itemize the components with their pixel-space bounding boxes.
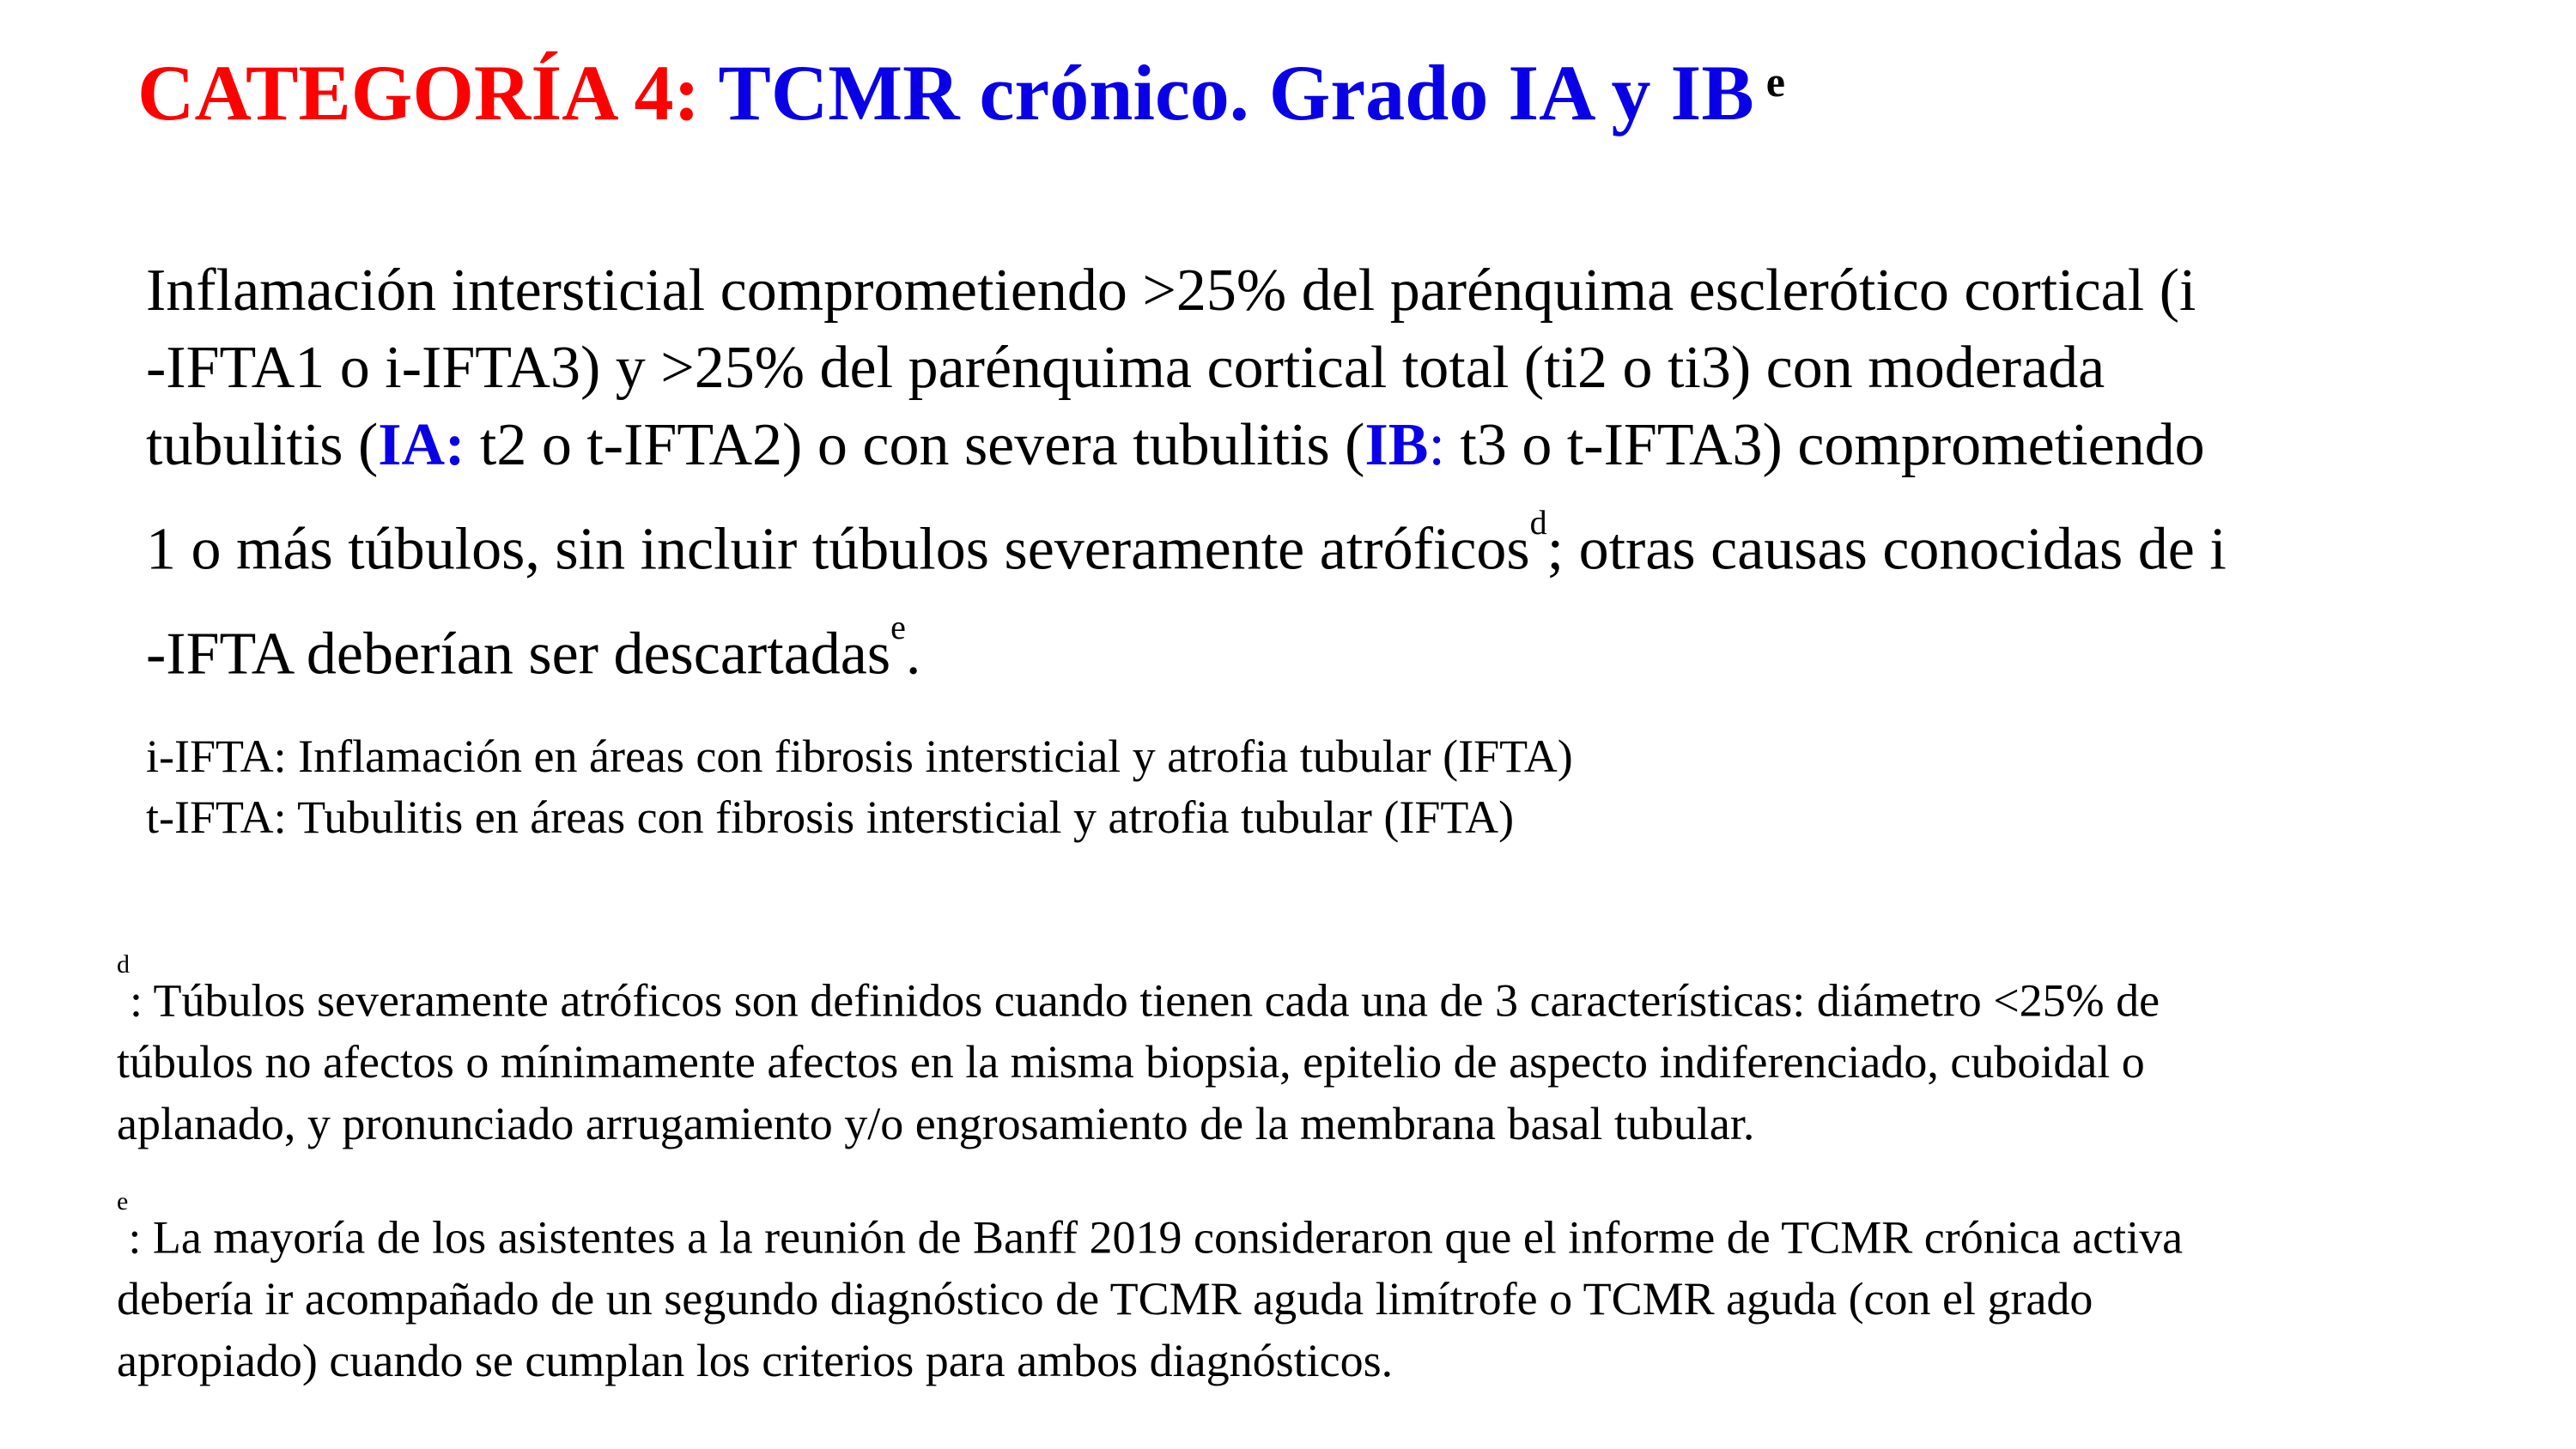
footnote-e xyxy=(117,1171,2521,1391)
text-segment: t3 o t-IFTA3) comprometiendo xyxy=(1444,412,2205,478)
definition-i-ifta: i-IFTA: Inflamación en áreas con fibrosis intersticial y atrofia tubular (IFTA) xyxy=(146,731,1573,782)
text-segment: 1 o más túbulos, sin incluir túbulos severamente atróficos xyxy=(146,516,1530,583)
grade-ib-colon: : xyxy=(1428,412,1445,478)
footnote-e-line-2: debería ir acompañado de un segundo diagnóstico de TCMR aguda limítrofe o TCMR aguda (con el grado xyxy=(117,1273,2093,1325)
grade-ib-label: IB xyxy=(1364,412,1429,478)
footnote-e-line-3: apropiado) cuando se cumplan los criterios para ambos diagnósticos. xyxy=(117,1335,1394,1387)
main-line-2: -IFTA1 o i-IFTA3) y >25% del parénquima cortical total (ti2 o ti3) con moderada xyxy=(146,335,2105,401)
text-segment: t2 o t-IFTA2) o con severa tubulitis ( xyxy=(465,412,1365,478)
footnote-d-marker: d xyxy=(117,950,130,979)
text-segment: tubulitis ( xyxy=(146,412,379,478)
main-paragraph xyxy=(146,252,2499,693)
footnote-e-marker: e xyxy=(117,1187,129,1216)
main-line-5 xyxy=(146,589,2499,694)
main-line-3 xyxy=(146,407,2499,484)
footnote-d-line-3: aplanado, y pronunciado arrugamiento y/o engrosamiento de la membrana basal tubular. xyxy=(117,1098,1755,1150)
definitions xyxy=(146,726,1573,848)
main-line-4 xyxy=(146,484,2499,589)
text-segment: : Túbulos severamente atróficos son definidos cuando tienen cada una de 3 características: diámetro <25% de xyxy=(130,974,2160,1027)
slide-title xyxy=(137,50,1785,136)
definition-t-ifta: t-IFTA: Tubulitis en áreas con fibrosis intersticial y atrofia tubular (IFTA) xyxy=(146,791,1515,843)
text-segment: ; otras causas conocidas de i xyxy=(1546,516,2227,583)
footnote-d-line-1 xyxy=(117,934,2521,1031)
text-segment: : La mayoría de los asistentes a la reunión de Banff 2019 consideraron que el informe de TCMR crónica activa xyxy=(128,1211,2184,1264)
title-text: TCMR crónico. Grado IA y IB xyxy=(718,49,1754,136)
footnote-marker-e: e xyxy=(890,607,906,646)
footnote-marker-d: d xyxy=(1529,503,1547,542)
text-segment: -IFTA deberían ser descartadas xyxy=(146,621,891,687)
footnote-e-line-1 xyxy=(117,1171,2521,1268)
footnote-d xyxy=(117,934,2521,1155)
footnote-d-line-2: túbulos no afectos o mínimamente afectos en la misma biopsia, epitelio de aspecto indiferenciado, cuboidal o xyxy=(117,1036,2145,1088)
title-category: CATEGORÍA 4: xyxy=(137,49,701,136)
text-segment: . xyxy=(905,621,921,687)
grade-ia-label: IA: xyxy=(378,412,465,478)
title-footnote-marker: e xyxy=(1765,57,1785,106)
main-line-1: Inflamación intersticial comprometiendo >25% del parénquima esclerótico cortical (i xyxy=(146,258,2196,324)
